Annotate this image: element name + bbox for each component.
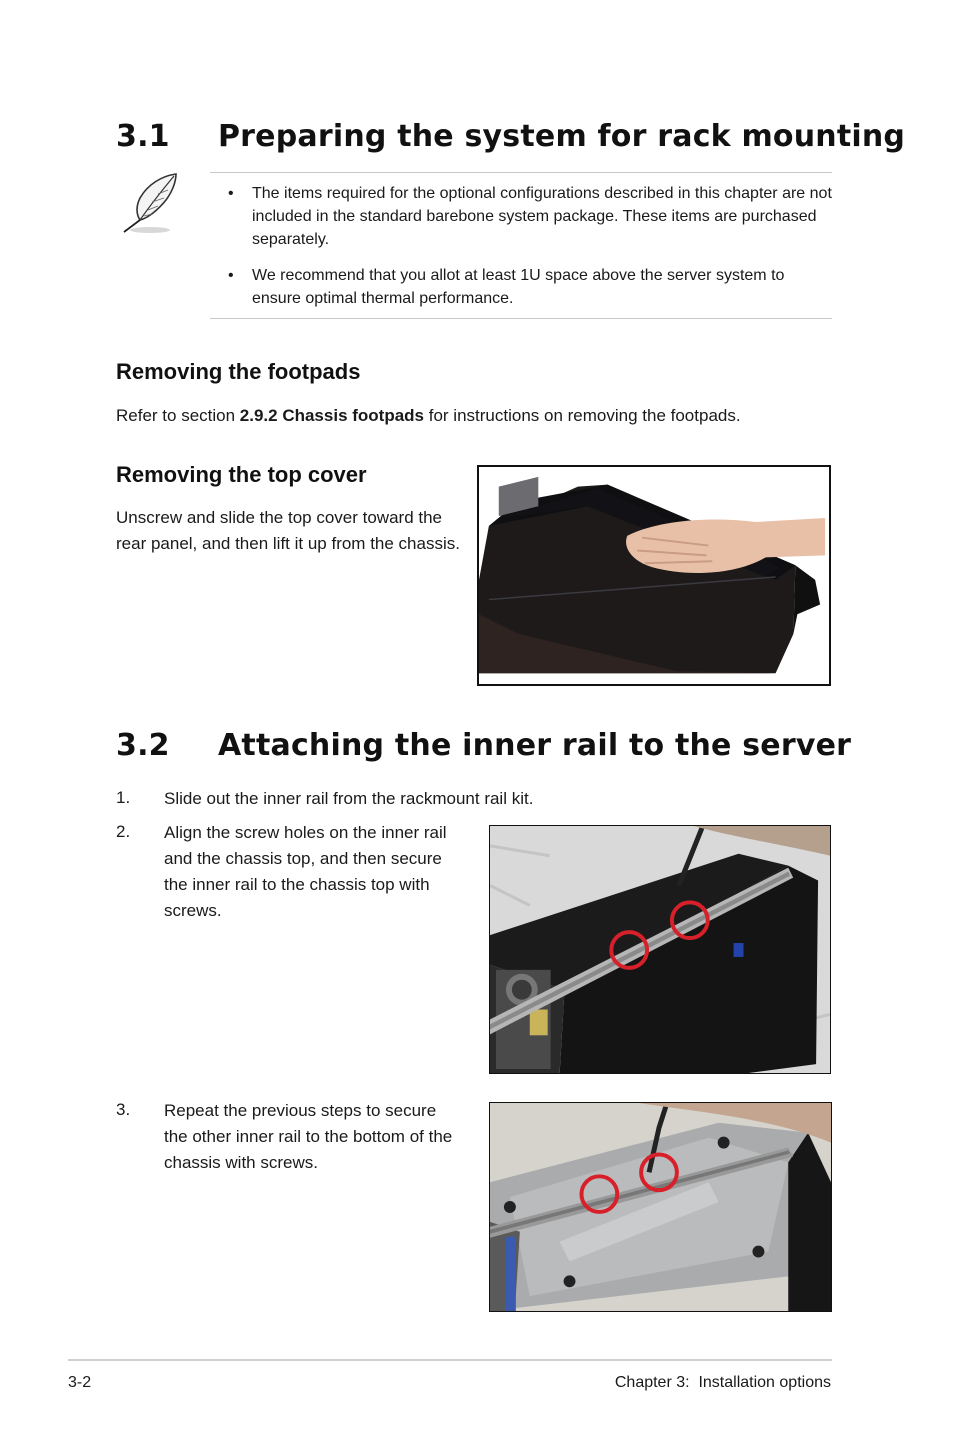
note-top-rule — [210, 172, 832, 173]
note-feather-icon — [114, 170, 180, 236]
section-number: 3.1 — [116, 119, 170, 154]
section-title: Preparing the system for rack mounting — [218, 119, 906, 154]
inner-rail-bottom-image — [490, 1103, 831, 1311]
feather-icon — [114, 170, 180, 236]
note-bullet-2 — [210, 264, 832, 310]
step-1-number: 1. — [116, 788, 131, 807]
bullet-text: We recommend that you allot at least 1U space above the server system to ensure optimal thermal performance. — [252, 267, 785, 307]
section-number: 3.2 — [116, 728, 170, 763]
step-3-text: Repeat the previous steps to secure the other inner rail to the bottom of the chassis with screws. — [164, 1101, 453, 1172]
chassis-top-cover-image — [479, 467, 829, 684]
bullet-text: The items required for the optional configurations described in this chapter are not included in the standard barebone system package. These items are purchased separately. — [252, 185, 832, 248]
step-2-text: Align the screw holes on the inner rail and the chassis top, and then secure the inner rail to the chassis top with screws. — [164, 823, 447, 920]
note-bullet-1 — [210, 182, 832, 251]
footer-rule — [68, 1359, 832, 1361]
step-3-number: 3. — [116, 1100, 131, 1119]
inner-rail-bottom-photo — [489, 1102, 832, 1312]
section-3-1-heading — [116, 119, 906, 159]
footer-page-number: 3-2 — [68, 1374, 92, 1391]
section-title: Attaching the inner rail to the server — [218, 728, 852, 763]
footpads-text-after: for instructions on removing the footpads. — [424, 406, 741, 425]
footpads-text — [116, 403, 846, 429]
step-1-text: Slide out the inner rail from the rackmount rail kit. — [164, 789, 534, 808]
topcover-text: Unscrew and slide the top cover toward the rear panel, and then lift it up from the chassis. — [116, 508, 460, 553]
topcover-heading: Removing the top cover — [116, 462, 367, 487]
inner-rail-top-photo — [489, 825, 831, 1074]
step-2-number: 2. — [116, 822, 131, 841]
topcover-photo — [477, 465, 831, 686]
footer-chapter: Chapter 3: Installation options — [614, 1374, 831, 1391]
footpads-text-before: Refer to section — [116, 406, 240, 425]
footpads-link-text: 2.9.2 Chassis footpads — [239, 406, 425, 425]
bullet-glyph: • — [228, 267, 234, 284]
inner-rail-top-image — [490, 826, 830, 1073]
section-3-2-heading — [116, 728, 856, 768]
note-bottom-rule — [210, 318, 832, 319]
bullet-glyph: • — [228, 185, 234, 202]
footpads-heading: Removing the footpads — [116, 359, 361, 384]
